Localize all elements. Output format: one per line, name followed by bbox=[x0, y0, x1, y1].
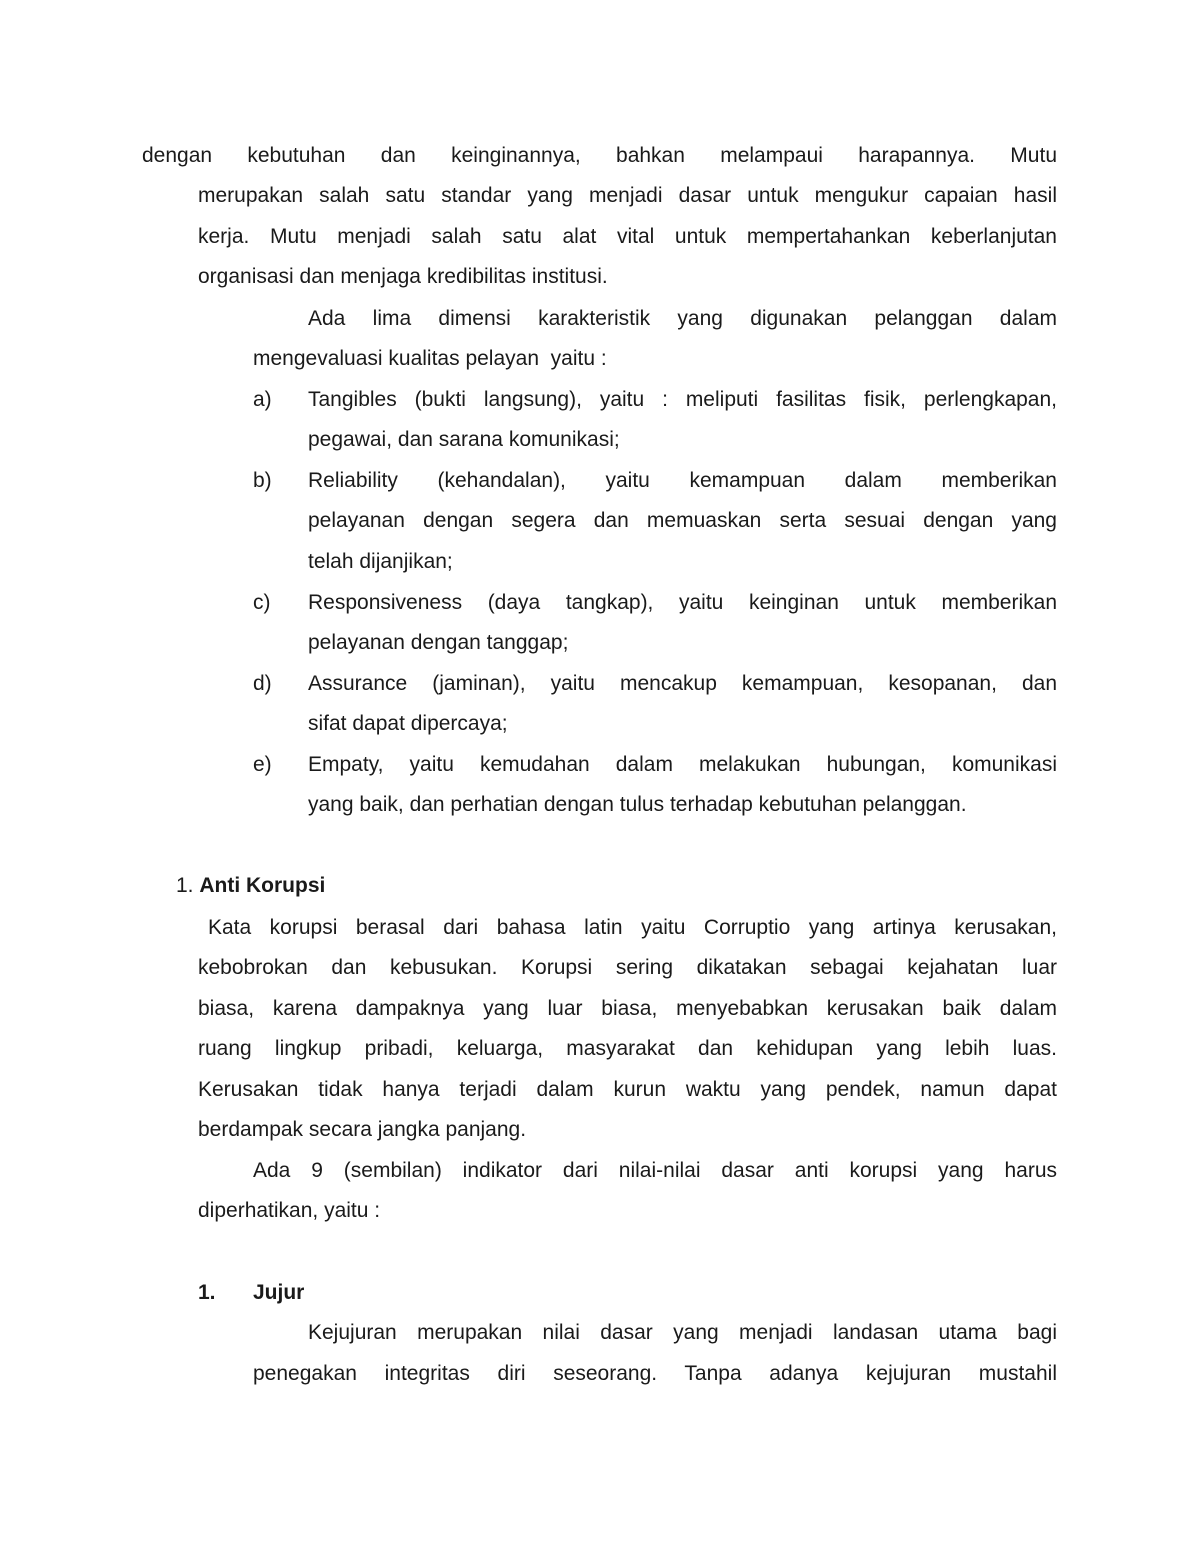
list-marker: d) bbox=[253, 672, 272, 695]
paragraph-line: penegakan integritas diri seseorang. Tanpa adanya kejujuran mustahil bbox=[253, 1362, 1057, 1385]
paragraph-line: ruang lingkup pribadi, keluarga, masyarakat dan kehidupan yang lebih luas. bbox=[198, 1037, 1057, 1060]
paragraph-line: Kejujuran merupakan nilai dasar yang menjadi landasan utama bagi bbox=[308, 1321, 1057, 1344]
list-item-line: Assurance (jaminan), yaitu mencakup kemampuan, kesopanan, dan bbox=[308, 672, 1057, 695]
list-item-line: Tangibles (bukti langsung), yaitu : meliputi fasilitas fisik, perlengkapan, bbox=[308, 388, 1057, 411]
paragraph-line: kerja. Mutu menjadi salah satu alat vital untuk mempertahankan keberlanjutan bbox=[198, 225, 1057, 248]
paragraph-line: Ada 9 (sembilan) indikator dari nilai-nilai dasar anti korupsi yang harus bbox=[253, 1159, 1057, 1182]
paragraph-line: merupakan salah satu standar yang menjadi dasar untuk mengukur capaian hasil bbox=[198, 184, 1057, 207]
list-item-line: Responsiveness (daya tangkap), yaitu keinginan untuk memberikan bbox=[308, 591, 1057, 614]
list-marker: e) bbox=[253, 753, 272, 776]
list-item-line: pelayanan dengan segera dan memuaskan serta sesuai dengan yang bbox=[308, 509, 1057, 532]
list-marker: a) bbox=[253, 388, 272, 411]
list-marker: c) bbox=[253, 591, 271, 614]
paragraph-line: dengan kebutuhan dan keinginannya, bahkan melampaui harapannya. Mutu bbox=[142, 144, 1057, 167]
list-item-line: sifat dapat dipercaya; bbox=[308, 712, 508, 735]
paragraph-line: Kata korupsi berasal dari bahasa latin yaitu Corruptio yang artinya kerusakan, bbox=[208, 916, 1057, 939]
list-item-line: Empaty, yaitu kemudahan dalam melakukan hubungan, komunikasi bbox=[308, 753, 1057, 776]
section-heading bbox=[176, 872, 325, 900]
paragraph-line: Kerusakan tidak hanya terjadi dalam kurun waktu yang pendek, namun dapat bbox=[198, 1078, 1057, 1101]
paragraph-line: organisasi dan menjaga kredibilitas institusi. bbox=[198, 265, 608, 288]
paragraph-line: biasa, karena dampaknya yang luar biasa, menyebabkan kerusakan baik dalam bbox=[198, 997, 1057, 1020]
paragraph-line: Ada lima dimensi karakteristik yang digunakan pelanggan dalam bbox=[308, 307, 1057, 330]
list-marker: b) bbox=[253, 469, 272, 492]
subsection-number: 1. bbox=[198, 1281, 216, 1304]
section-title: Anti Korupsi bbox=[199, 874, 326, 897]
list-item-line: yang baik, dan perhatian dengan tulus terhadap kebutuhan pelanggan. bbox=[308, 793, 967, 816]
paragraph-line: kebobrokan dan kebusukan. Korupsi sering dikatakan sebagai kejahatan luar bbox=[198, 956, 1057, 979]
paragraph-line: diperhatikan, yaitu : bbox=[198, 1199, 381, 1222]
list-item-line: pelayanan dengan tanggap; bbox=[308, 631, 569, 654]
section-number: 1. bbox=[176, 874, 194, 897]
paragraph-line: mengevaluasi kualitas pelayan yaitu : bbox=[253, 347, 607, 370]
list-item-line: Reliability (kehandalan), yaitu kemampuan dalam memberikan bbox=[308, 469, 1057, 492]
list-item-line: telah dijanjikan; bbox=[308, 550, 453, 573]
paragraph-line: berdampak secara jangka panjang. bbox=[198, 1118, 527, 1141]
list-item-line: pegawai, dan sarana komunikasi; bbox=[308, 428, 620, 451]
subsection-title: Jujur bbox=[253, 1281, 305, 1304]
